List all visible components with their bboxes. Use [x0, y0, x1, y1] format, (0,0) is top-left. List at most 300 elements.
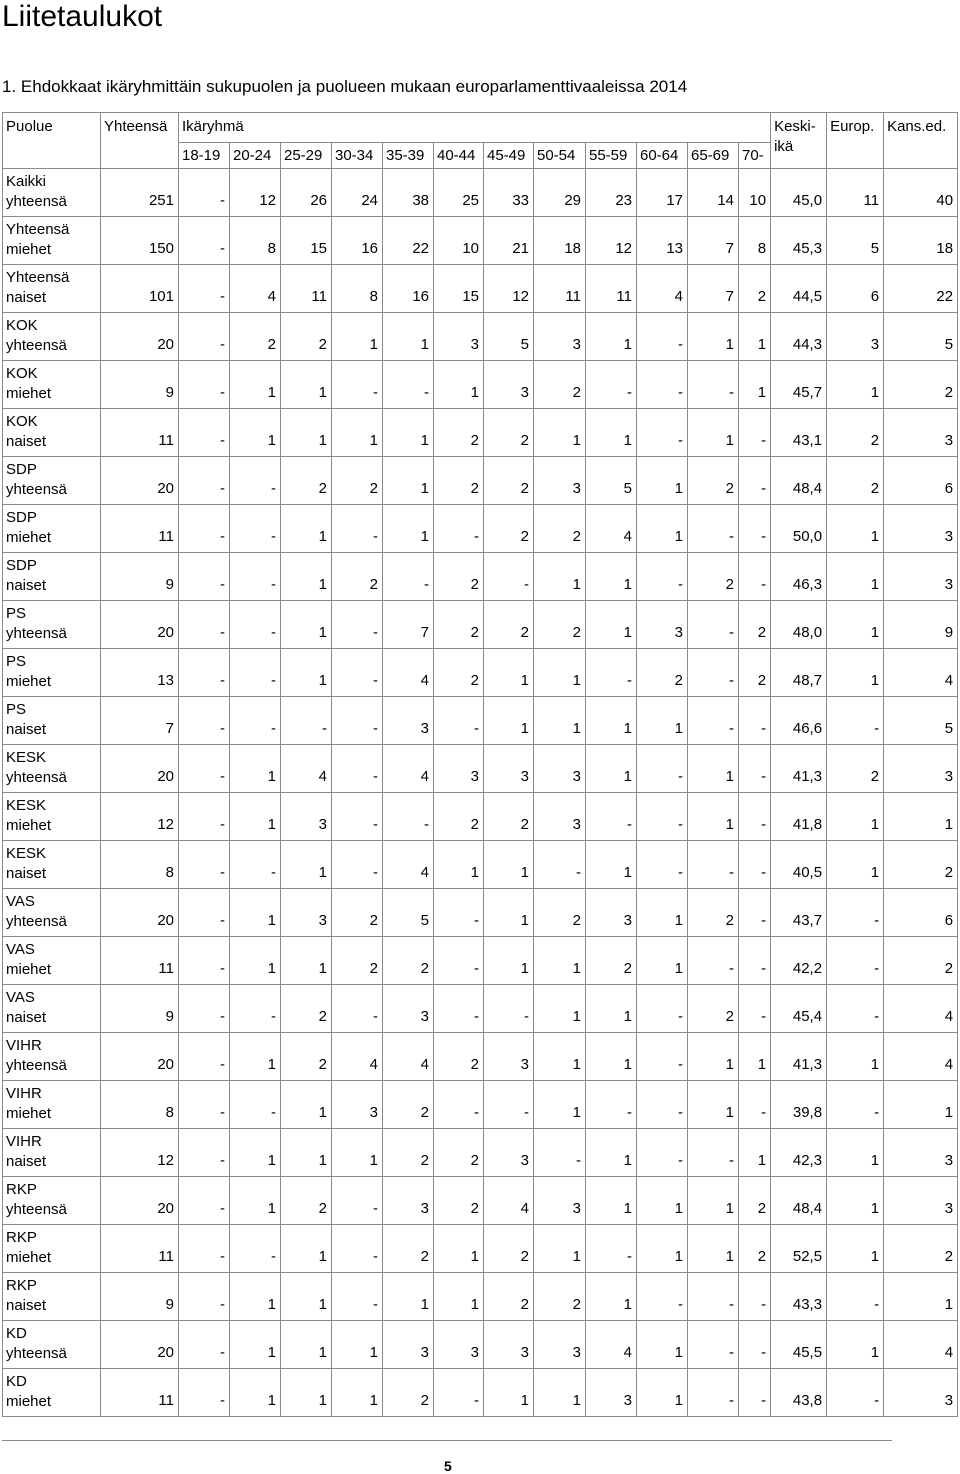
value-cell: - [484, 553, 534, 601]
value-cell: 1 [534, 1081, 586, 1129]
value-cell: - [688, 649, 739, 697]
value-cell: 1 [281, 361, 332, 409]
value-cell: 1 [827, 361, 884, 409]
table-row [3, 1033, 958, 1081]
row-party: RKP [6, 1277, 37, 1294]
table-row [3, 409, 958, 457]
value-cell: - [739, 457, 771, 505]
value-cell: 45,4 [771, 985, 827, 1033]
value-cell: - [637, 1273, 688, 1321]
value-cell: 2 [281, 1177, 332, 1225]
value-cell: - [827, 985, 884, 1033]
value-cell: 1 [637, 1225, 688, 1273]
value-cell: 2 [383, 937, 434, 985]
value-cell: 1 [484, 1369, 534, 1417]
value-cell: 3 [484, 1321, 534, 1369]
row-group: miehet [6, 385, 52, 402]
value-cell: 4 [586, 1321, 637, 1369]
value-cell: 10 [434, 217, 484, 265]
header-age-bin: 25-29 [281, 143, 332, 169]
value-cell: 9 [101, 1273, 179, 1321]
value-cell: 3 [383, 1177, 434, 1225]
value-cell: 1 [827, 1033, 884, 1081]
value-cell: 1 [586, 601, 637, 649]
table-row [3, 889, 958, 937]
value-cell: 45,5 [771, 1321, 827, 1369]
page-number: 5 [444, 1458, 452, 1474]
value-cell: - [230, 697, 281, 745]
value-cell: 3 [434, 1321, 484, 1369]
value-cell: - [637, 793, 688, 841]
value-cell: 39,8 [771, 1081, 827, 1129]
value-cell: 2 [827, 745, 884, 793]
value-cell: 25 [434, 169, 484, 217]
value-cell: 3 [534, 313, 586, 361]
value-cell: 1 [230, 1177, 281, 1225]
value-cell: 3 [484, 361, 534, 409]
value-cell: 3 [383, 697, 434, 745]
value-cell: 1 [688, 745, 739, 793]
value-cell: - [739, 985, 771, 1033]
value-cell: 1 [827, 793, 884, 841]
row-label [3, 457, 101, 505]
value-cell: 38 [383, 169, 434, 217]
value-cell: 1 [739, 1129, 771, 1177]
row-party: Yhteensä [6, 269, 70, 286]
value-cell: - [739, 937, 771, 985]
row-group: naiset [6, 1297, 47, 1314]
row-group: naiset [6, 1009, 47, 1026]
row-group: naiset [6, 865, 47, 882]
value-cell: 3 [534, 1321, 586, 1369]
value-cell: 1 [586, 553, 637, 601]
value-cell: 1 [688, 313, 739, 361]
value-cell: 2 [332, 553, 383, 601]
value-cell: 2 [281, 457, 332, 505]
value-cell: 2 [534, 505, 586, 553]
value-cell: 1 [484, 697, 534, 745]
value-cell: 1 [230, 1369, 281, 1417]
value-cell: - [739, 697, 771, 745]
row-group: yhteensä [6, 913, 67, 930]
value-cell: - [739, 1081, 771, 1129]
value-cell: - [179, 361, 230, 409]
value-cell: 2 [586, 937, 637, 985]
row-label [3, 937, 101, 985]
value-cell: 251 [101, 169, 179, 217]
value-cell: - [179, 457, 230, 505]
value-cell: 1 [534, 1369, 586, 1417]
value-cell: 5 [586, 457, 637, 505]
value-cell: 1 [534, 1225, 586, 1273]
row-group: yhteensä [6, 481, 67, 498]
value-cell: 1 [534, 1033, 586, 1081]
table-row [3, 649, 958, 697]
value-cell: 6 [884, 457, 958, 505]
value-cell: 11 [101, 1369, 179, 1417]
value-cell: 16 [332, 217, 383, 265]
header-age-bin: 55-59 [586, 143, 637, 169]
footer-divider [2, 1440, 892, 1441]
value-cell: 2 [688, 457, 739, 505]
value-cell: 1 [281, 649, 332, 697]
row-group: miehet [6, 1105, 52, 1122]
value-cell: 1 [434, 841, 484, 889]
row-party: KESK [6, 845, 47, 862]
value-cell: - [179, 649, 230, 697]
value-cell: 40,5 [771, 841, 827, 889]
value-cell: 1 [534, 409, 586, 457]
value-cell: - [688, 505, 739, 553]
value-cell: 6 [827, 265, 884, 313]
value-cell: 41,3 [771, 1033, 827, 1081]
row-group: yhteensä [6, 625, 67, 642]
value-cell: 46,3 [771, 553, 827, 601]
value-cell: - [179, 841, 230, 889]
value-cell: 1 [230, 937, 281, 985]
row-label [3, 1273, 101, 1321]
value-cell: 45,0 [771, 169, 827, 217]
value-cell: 11 [281, 265, 332, 313]
value-cell: 2 [484, 1225, 534, 1273]
value-cell: 2 [434, 793, 484, 841]
value-cell: 3 [637, 601, 688, 649]
value-cell: 1 [637, 1177, 688, 1225]
table-row [3, 745, 958, 793]
value-cell: 4 [230, 265, 281, 313]
table-row [3, 1177, 958, 1225]
value-cell: 1 [281, 505, 332, 553]
value-cell: 2 [884, 841, 958, 889]
value-cell: - [739, 745, 771, 793]
table-row [3, 793, 958, 841]
value-cell: 1 [637, 505, 688, 553]
value-cell: 3 [281, 889, 332, 937]
row-group: naiset [6, 721, 47, 738]
value-cell: 2 [739, 601, 771, 649]
value-cell: 26 [281, 169, 332, 217]
value-cell: 2 [332, 457, 383, 505]
value-cell: 1 [688, 409, 739, 457]
header-age-bin: 35-39 [383, 143, 434, 169]
row-label [3, 1225, 101, 1273]
header-age-bin: 40-44 [434, 143, 484, 169]
value-cell: 2 [827, 409, 884, 457]
value-cell: 2 [434, 601, 484, 649]
value-cell: 2 [332, 889, 383, 937]
value-cell: 46,6 [771, 697, 827, 745]
value-cell: 1 [637, 457, 688, 505]
value-cell: 1 [230, 409, 281, 457]
value-cell: 1 [827, 601, 884, 649]
header-age-bin: 65-69 [688, 143, 739, 169]
value-cell: 13 [637, 217, 688, 265]
value-cell: 1 [281, 1369, 332, 1417]
table-row [3, 1081, 958, 1129]
value-cell: 2 [434, 649, 484, 697]
value-cell: 1 [434, 1273, 484, 1321]
value-cell: 41,8 [771, 793, 827, 841]
value-cell: 1 [637, 1321, 688, 1369]
row-party: Kaikki [6, 173, 47, 190]
row-group: yhteensä [6, 1345, 67, 1362]
row-party: PS [6, 653, 27, 670]
value-cell: 2 [434, 553, 484, 601]
row-group: naiset [6, 289, 47, 306]
value-cell: 1 [586, 1129, 637, 1177]
row-group: yhteensä [6, 1057, 67, 1074]
value-cell: 41,3 [771, 745, 827, 793]
value-cell: 43,1 [771, 409, 827, 457]
value-cell: 2 [884, 361, 958, 409]
value-cell: 1 [281, 409, 332, 457]
value-cell: - [332, 985, 383, 1033]
value-cell: 1 [332, 1321, 383, 1369]
value-cell: 150 [101, 217, 179, 265]
value-cell: - [688, 937, 739, 985]
value-cell: - [586, 1081, 637, 1129]
value-cell: 3 [884, 1129, 958, 1177]
value-cell: 20 [101, 457, 179, 505]
value-cell: - [534, 1129, 586, 1177]
value-cell: 1 [383, 313, 434, 361]
row-label [3, 409, 101, 457]
value-cell: 3 [484, 745, 534, 793]
value-cell: 44,3 [771, 313, 827, 361]
value-cell: 3 [383, 1321, 434, 1369]
value-cell: 43,7 [771, 889, 827, 937]
value-cell: - [637, 1081, 688, 1129]
value-cell: - [688, 1273, 739, 1321]
value-cell: 1 [534, 649, 586, 697]
table-body [3, 169, 958, 1417]
value-cell: 3 [484, 1033, 534, 1081]
value-cell: 20 [101, 889, 179, 937]
value-cell: - [281, 697, 332, 745]
value-cell: 2 [739, 1177, 771, 1225]
value-cell: 1 [230, 793, 281, 841]
row-group: yhteensä [6, 193, 67, 210]
header-europ: Europ. [827, 113, 884, 169]
row-group: yhteensä [6, 769, 67, 786]
row-party: Yhteensä [6, 221, 70, 238]
value-cell: - [230, 841, 281, 889]
value-cell: - [179, 937, 230, 985]
value-cell: 1 [281, 1081, 332, 1129]
value-cell: - [434, 697, 484, 745]
value-cell: 1 [827, 553, 884, 601]
value-cell: 1 [281, 553, 332, 601]
value-cell: 3 [586, 889, 637, 937]
header-age-bin: 60-64 [637, 143, 688, 169]
value-cell: 5 [383, 889, 434, 937]
value-cell: 1 [739, 313, 771, 361]
value-cell: - [332, 1177, 383, 1225]
value-cell: 1 [230, 361, 281, 409]
value-cell: 3 [827, 313, 884, 361]
value-cell: - [827, 697, 884, 745]
value-cell: 2 [534, 601, 586, 649]
value-cell: - [688, 361, 739, 409]
value-cell: 1 [688, 1033, 739, 1081]
row-label [3, 889, 101, 937]
value-cell: 3 [281, 793, 332, 841]
value-cell: 1 [484, 649, 534, 697]
value-cell: 1 [739, 1033, 771, 1081]
row-label [3, 649, 101, 697]
value-cell: - [179, 793, 230, 841]
value-cell: - [739, 1273, 771, 1321]
value-cell: - [827, 1081, 884, 1129]
value-cell: 43,8 [771, 1369, 827, 1417]
value-cell: 2 [484, 1273, 534, 1321]
row-label [3, 1177, 101, 1225]
value-cell: 44,5 [771, 265, 827, 313]
value-cell: 1 [586, 1033, 637, 1081]
value-cell: - [688, 697, 739, 745]
value-cell: 2 [484, 601, 534, 649]
value-cell: 1 [586, 1177, 637, 1225]
table-row [3, 217, 958, 265]
value-cell: 1 [637, 1369, 688, 1417]
value-cell: - [179, 1225, 230, 1273]
value-cell: 18 [884, 217, 958, 265]
value-cell: 1 [332, 313, 383, 361]
value-cell: 2 [281, 1033, 332, 1081]
page-title: Liitetaulukot [2, 0, 163, 33]
value-cell: 1 [827, 1177, 884, 1225]
value-cell: 48,0 [771, 601, 827, 649]
value-cell: 12 [586, 217, 637, 265]
value-cell: 3 [484, 1129, 534, 1177]
value-cell: 6 [884, 889, 958, 937]
value-cell: 3 [534, 1177, 586, 1225]
value-cell: 9 [101, 361, 179, 409]
value-cell: - [637, 985, 688, 1033]
value-cell: 4 [383, 649, 434, 697]
value-cell: 45,7 [771, 361, 827, 409]
value-cell: - [586, 649, 637, 697]
header-total: Yhteensä [101, 113, 179, 169]
value-cell: 4 [484, 1177, 534, 1225]
value-cell: - [179, 1129, 230, 1177]
value-cell: - [434, 1369, 484, 1417]
value-cell: - [332, 1273, 383, 1321]
value-cell: - [739, 553, 771, 601]
header-age-bin: 45-49 [484, 143, 534, 169]
row-party: RKP [6, 1229, 37, 1246]
value-cell: 4 [281, 745, 332, 793]
value-cell: 4 [637, 265, 688, 313]
value-cell: 50,0 [771, 505, 827, 553]
value-cell: - [230, 1225, 281, 1273]
value-cell: 3 [434, 313, 484, 361]
row-party: PS [6, 605, 27, 622]
value-cell: - [637, 313, 688, 361]
value-cell: 29 [534, 169, 586, 217]
value-cell: 2 [534, 1273, 586, 1321]
value-cell: 3 [884, 553, 958, 601]
value-cell: 4 [884, 1033, 958, 1081]
value-cell: 2 [383, 1129, 434, 1177]
value-cell: - [179, 1321, 230, 1369]
row-label [3, 553, 101, 601]
value-cell: - [332, 601, 383, 649]
value-cell: - [383, 361, 434, 409]
table-row [3, 505, 958, 553]
value-cell: - [332, 505, 383, 553]
value-cell: 43,3 [771, 1273, 827, 1321]
value-cell: - [637, 1033, 688, 1081]
value-cell: 33 [484, 169, 534, 217]
header-age-bin: 18-19 [179, 143, 230, 169]
value-cell: 2 [484, 457, 534, 505]
value-cell: 1 [332, 1369, 383, 1417]
header-age-bin: 20-24 [230, 143, 281, 169]
value-cell: 4 [884, 985, 958, 1033]
value-cell: - [739, 409, 771, 457]
value-cell: 7 [383, 601, 434, 649]
row-label [3, 1129, 101, 1177]
value-cell: - [179, 1369, 230, 1417]
value-cell: 2 [281, 313, 332, 361]
row-group: naiset [6, 433, 47, 450]
row-party: KOK [6, 317, 38, 334]
value-cell: 1 [827, 649, 884, 697]
value-cell: 7 [688, 217, 739, 265]
value-cell: 20 [101, 313, 179, 361]
row-label [3, 601, 101, 649]
value-cell: 40 [884, 169, 958, 217]
row-label [3, 505, 101, 553]
value-cell: 20 [101, 1177, 179, 1225]
value-cell: 1 [586, 745, 637, 793]
table-row [3, 1321, 958, 1369]
value-cell: - [637, 1129, 688, 1177]
value-cell: 1 [534, 937, 586, 985]
value-cell: 2 [434, 457, 484, 505]
value-cell: 8 [739, 217, 771, 265]
table-row [3, 985, 958, 1033]
value-cell: 1 [637, 697, 688, 745]
row-group: miehet [6, 529, 52, 546]
row-group: miehet [6, 817, 52, 834]
row-party: VIHR [6, 1133, 42, 1150]
value-cell: 12 [101, 793, 179, 841]
candidates-table [2, 112, 958, 1417]
value-cell: 4 [884, 1321, 958, 1369]
table-row [3, 697, 958, 745]
value-cell: - [230, 553, 281, 601]
row-party: KESK [6, 797, 47, 814]
value-cell: 4 [383, 1033, 434, 1081]
value-cell: 2 [884, 937, 958, 985]
value-cell: 1 [827, 1129, 884, 1177]
value-cell: - [688, 1129, 739, 1177]
value-cell: 21 [484, 217, 534, 265]
value-cell: 42,3 [771, 1129, 827, 1177]
value-cell: - [688, 601, 739, 649]
value-cell: 9 [884, 601, 958, 649]
table-row [3, 1273, 958, 1321]
value-cell: - [179, 697, 230, 745]
value-cell: 5 [484, 313, 534, 361]
value-cell: 1 [534, 697, 586, 745]
value-cell: - [179, 1273, 230, 1321]
value-cell: 1 [827, 505, 884, 553]
value-cell: 2 [637, 649, 688, 697]
value-cell: - [739, 793, 771, 841]
